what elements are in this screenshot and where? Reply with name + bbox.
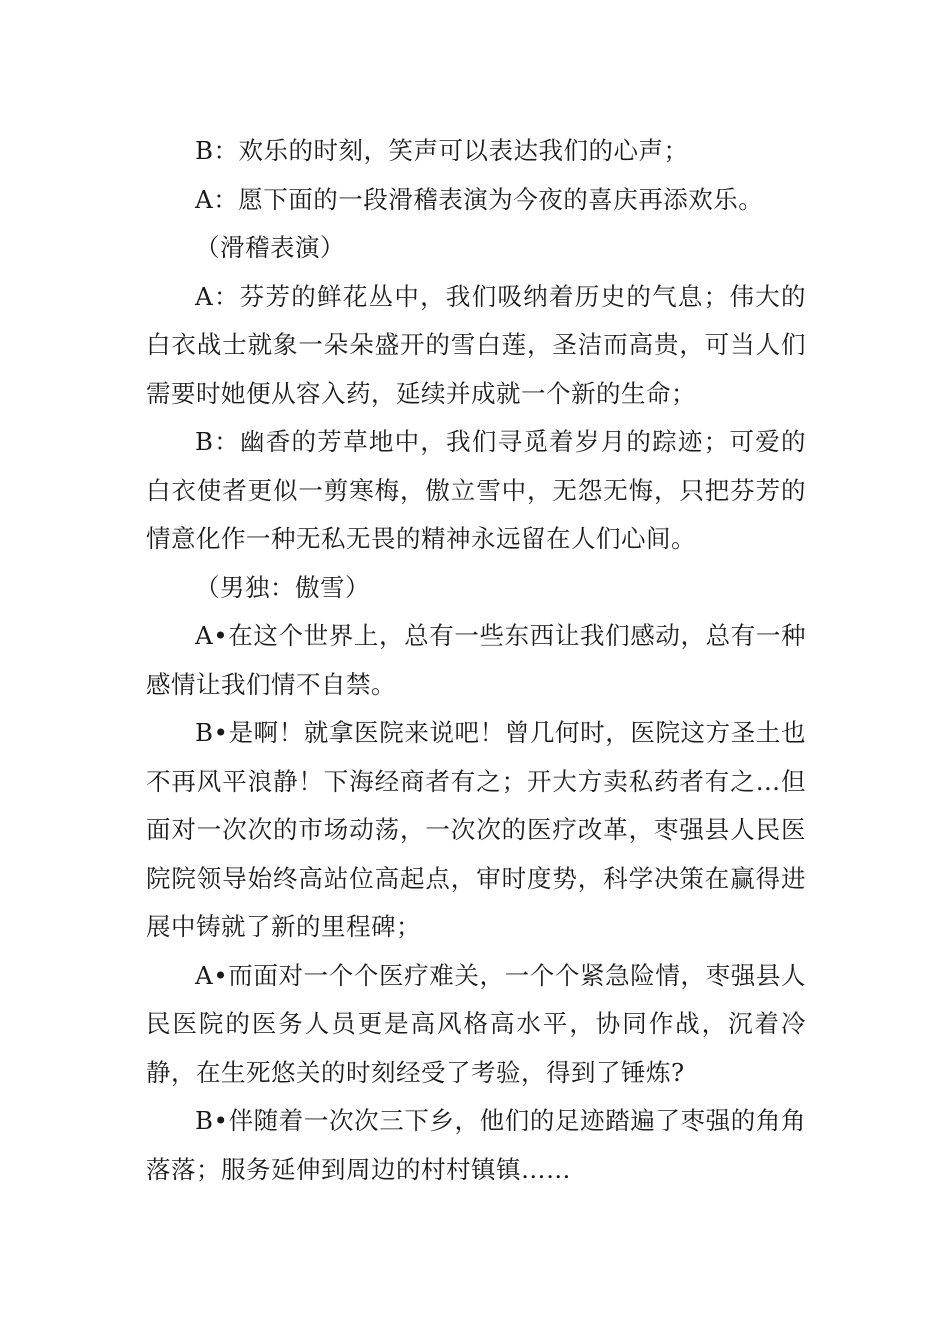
dialogue-paragraph: B•是啊！就拿医院来说吧！曾几何时，医院这方圣土也不再风平浪静！下海经商者有之；开大方卖私药者有之…但面对一次次的市场动荡，一次次的医疗改革，枣强县人民医院院领导始终高站位高起点，审时度势，科学决策在赢得进展中铸就了新的里程碑；: [146, 718, 806, 941]
stage-direction: （男独：傲雪）: [195, 572, 370, 602]
dialogue-paragraph: B：幽香的芳草地中，我们寻觅着岁月的踪迹；可爱的白衣使者更似一剪寒梅，傲立雪中，无怨无悔，只把芬芳的情意化作一种无私无畏的精神永远留在人们心间。: [146, 427, 806, 553]
script-body: [146, 127, 806, 1194]
stage-direction: （滑稽表演）: [195, 233, 345, 262]
dialogue-paragraph: A：愿下面的一段滑稽表演为今夜的喜庆再添欢乐。: [195, 184, 764, 214]
dialogue-paragraph: B•伴随着一次次三下乡，他们的足迹踏遍了枣强的角角落落；服务延伸到周边的村村镇镇……: [146, 1106, 806, 1184]
dialogue-paragraph: A•在这个世界上，总有一些东西让我们感动，总有一种感情让我们情不自禁。: [146, 621, 806, 699]
dialogue-paragraph: A：芬芳的鲜花丛中，我们吸纳着历史的气息；伟大的白衣战士就象一朵朵盛开的雪白莲，圣洁而高贵，可当人们需要时她便从容入药，延续并成就一个新的生命；: [146, 281, 806, 408]
dialogue-paragraph: B：欢乐的时刻，笑声可以表达我们的心声；: [195, 136, 689, 165]
dialogue-paragraph: A•而面对一个个医疗难关，一个个紧急险情，枣强县人民医院的医务人员更是高风格高水平，协同作战，沉着冷静，在生死悠关的时刻经受了考验，得到了锤炼?: [146, 960, 806, 1087]
